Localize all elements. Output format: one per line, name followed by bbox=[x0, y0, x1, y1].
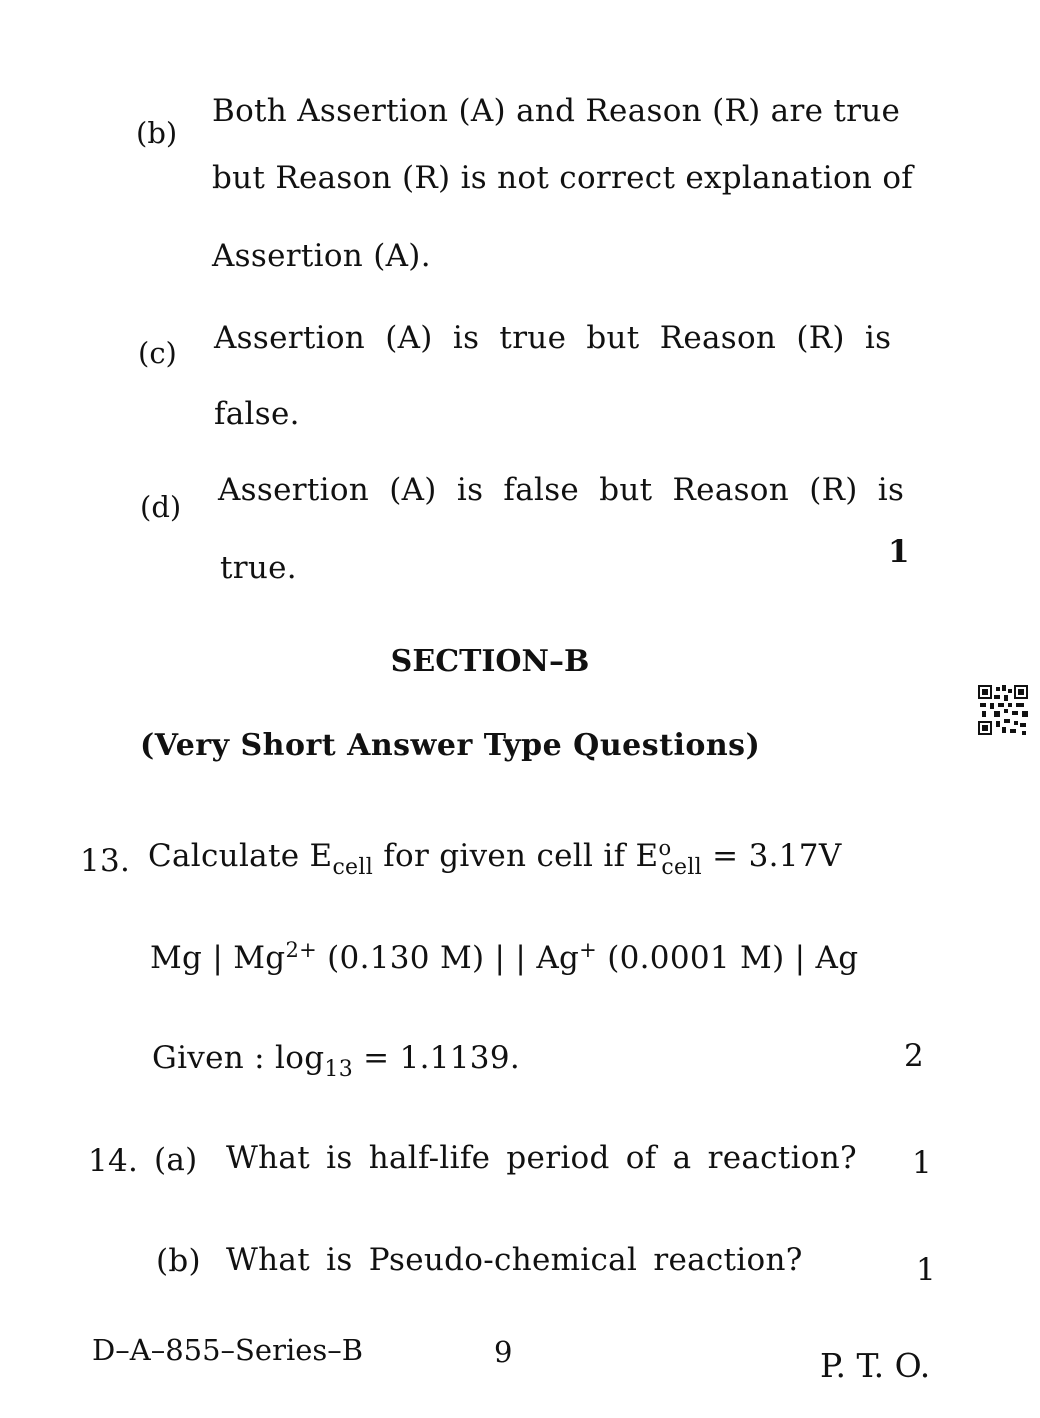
q13-line-1 bbox=[148, 836, 842, 880]
q14-a-label: (a) bbox=[154, 1142, 198, 1178]
option-c-line-2: false. bbox=[214, 396, 300, 432]
section-title: SECTION–B bbox=[390, 644, 590, 679]
section-subtitle: (Very Short Answer Type Questions) bbox=[140, 728, 761, 763]
option-d-label: (d) bbox=[140, 490, 182, 524]
q13-given-sub: 13 bbox=[324, 1057, 353, 1082]
q14-a-text: What is half-life period of a reaction? bbox=[226, 1140, 857, 1176]
q13-sup-o: o bbox=[658, 836, 672, 860]
q13-given-post: = 1.1139. bbox=[353, 1040, 521, 1076]
q13-cell-mid: (0.130 M) | | Ag bbox=[317, 940, 580, 976]
q13-sub-cell-2: cell bbox=[661, 855, 703, 880]
q13-cell-sup-2: + bbox=[579, 938, 598, 962]
q13-cell-pre: Mg | Mg bbox=[150, 940, 286, 976]
footer-pto: P. T. O. bbox=[820, 1346, 931, 1385]
option-d-marks: 1 bbox=[888, 534, 910, 570]
q13-sub-cell: cell bbox=[332, 855, 374, 880]
q13-marks: 2 bbox=[904, 1038, 925, 1074]
q13-text-post: = 3.17V bbox=[702, 838, 842, 874]
option-d-line-1: Assertion (A) is false but Reason (R) is bbox=[218, 472, 905, 508]
q13-given bbox=[152, 1040, 520, 1082]
q13-cell-notation bbox=[150, 938, 858, 976]
option-c-label: (c) bbox=[138, 336, 177, 370]
q14-a-marks: 1 bbox=[912, 1145, 933, 1181]
q14-b-marks: 1 bbox=[916, 1252, 937, 1288]
q13-cell-post: (0.0001 M) | Ag bbox=[597, 940, 859, 976]
option-b-label: (b) bbox=[136, 116, 178, 150]
option-b-line-1: Both Assertion (A) and Reason (R) are true bbox=[212, 93, 901, 129]
q14-b-text: What is Pseudo-chemical reaction? bbox=[226, 1242, 803, 1278]
footer-paper-code: D–A–855–Series–B bbox=[92, 1333, 364, 1367]
q14-b-label: (b) bbox=[156, 1243, 201, 1279]
option-c-line-1: Assertion (A) is true but Reason (R) is bbox=[214, 320, 892, 356]
q13-number: 13. bbox=[80, 843, 131, 879]
option-b-line-2: but Reason (R) is not correct explanation of bbox=[212, 160, 914, 196]
option-b-line-3: Assertion (A). bbox=[212, 238, 431, 274]
q14-number: 14. bbox=[88, 1143, 139, 1179]
q13-cell-sup: 2+ bbox=[285, 938, 317, 962]
option-d-line-2: true. bbox=[220, 550, 297, 586]
footer-page-number: 9 bbox=[494, 1335, 513, 1369]
q13-given-pre: Given : log bbox=[152, 1040, 325, 1076]
q13-text-mid: for given cell if E bbox=[373, 838, 659, 874]
q13-text-pre: Calculate E bbox=[148, 838, 333, 874]
qr-code-icon bbox=[978, 685, 1028, 735]
